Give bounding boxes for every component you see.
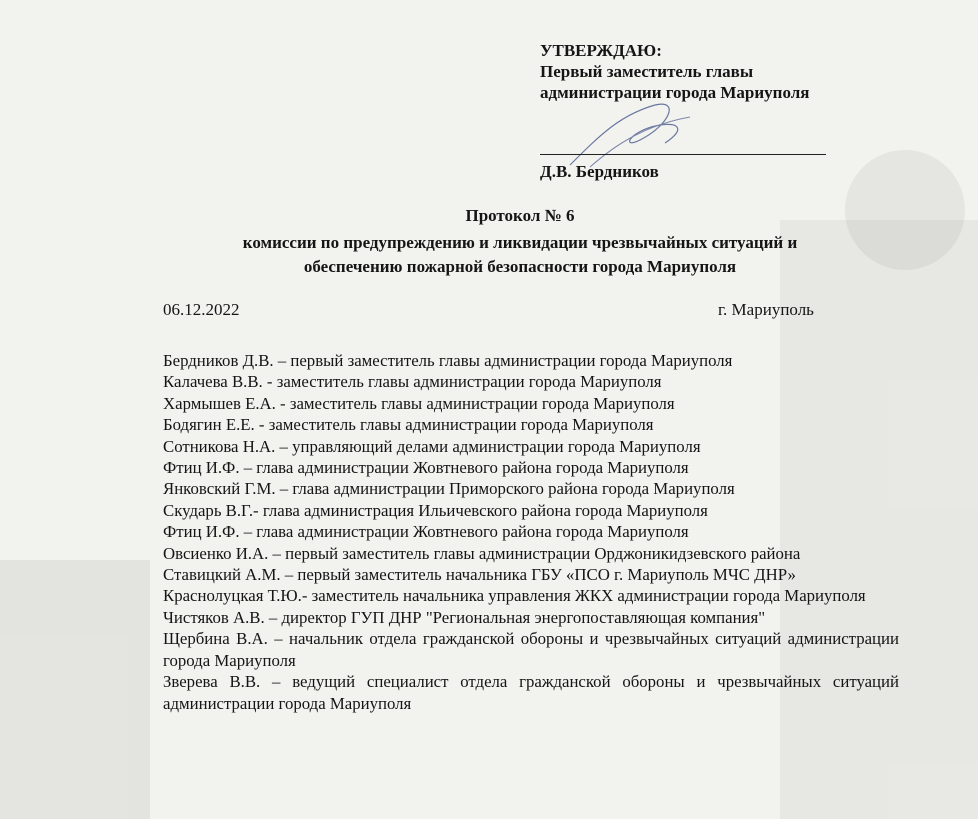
member-item: Бердников Д.В. – первый заместитель главы администрации города Мариуполя — [163, 351, 733, 370]
approval-position-line1: Первый заместитель главы — [540, 62, 754, 81]
member-item: Хармышев Е.А. - заместитель главы администрации города Мариуполя — [163, 393, 675, 413]
member-item: Янковский Г.М. – глава администрации Приморского района города Мариуполя — [163, 479, 735, 499]
protocol-subtitle-line2: обеспечению пожарной безопасности города Мариуполя — [303, 257, 737, 276]
member-item: Бодягин Е.Е. - заместитель главы администрации города Мариуполя — [163, 415, 654, 435]
member-item: Скударь В.Г.- глава администрация Ильичевского района города Мариуполя — [163, 500, 708, 520]
member-item: Фтиц И.Ф. – глава администрации Жовтневого района города Мариуполя — [163, 458, 689, 478]
member-item: Щербина В.А. – начальник отдела гражданской обороны и чрезвычайных ситуаций администрации города Мариуполя — [163, 629, 899, 670]
member-item: Калачева В.В. - заместитель главы администрации города Мариуполя — [163, 372, 662, 392]
protocol-date: 06.12.2022 — [163, 300, 240, 319]
member-item: Сотникова Н.А. – управляющий делами администрации города Мариуполя — [163, 436, 701, 456]
member-item: Чистяков А.В. – директор ГУП ДНР "Региональная энергопоставляющая компания" — [163, 607, 766, 627]
member-item: Овсиенко И.А. – первый заместитель главы администрации Орджоникидзевского района — [163, 543, 801, 563]
protocol-title: Протокол № 6 — [465, 206, 575, 225]
member-item: Фтиц И.Ф. – глава администрации Жовтневого района города Мариуполя — [163, 522, 689, 542]
members-list — [163, 350, 899, 714]
signatory-name: Д.В. Бердников — [540, 162, 659, 181]
member-item: Ставицкий А.М. – первый заместитель начальника ГБУ «ПСО г. Мариуполь МЧС ДНР» — [163, 565, 796, 585]
member-item: Краснолуцкая Т.Ю.- заместитель начальника управления ЖКХ администрации города Мариуполя — [163, 586, 866, 606]
approval-heading: УТВЕРЖДАЮ: — [540, 41, 662, 60]
approval-position-line2: администрации города Мариуполя — [540, 83, 810, 102]
approval-block — [540, 40, 840, 103]
protocol-subtitle-line1: комиссии по предупреждению и ликвидации чрезвычайных ситуаций и — [242, 233, 798, 252]
watermark-block-left — [0, 560, 150, 819]
protocol-place: г. Мариуполь — [718, 300, 814, 319]
member-item: Зверева В.В. – ведущий специалист отдела гражданской обороны и чрезвычайных ситуаций администрации города Мариуполя — [163, 672, 899, 713]
signature-line — [540, 154, 826, 155]
